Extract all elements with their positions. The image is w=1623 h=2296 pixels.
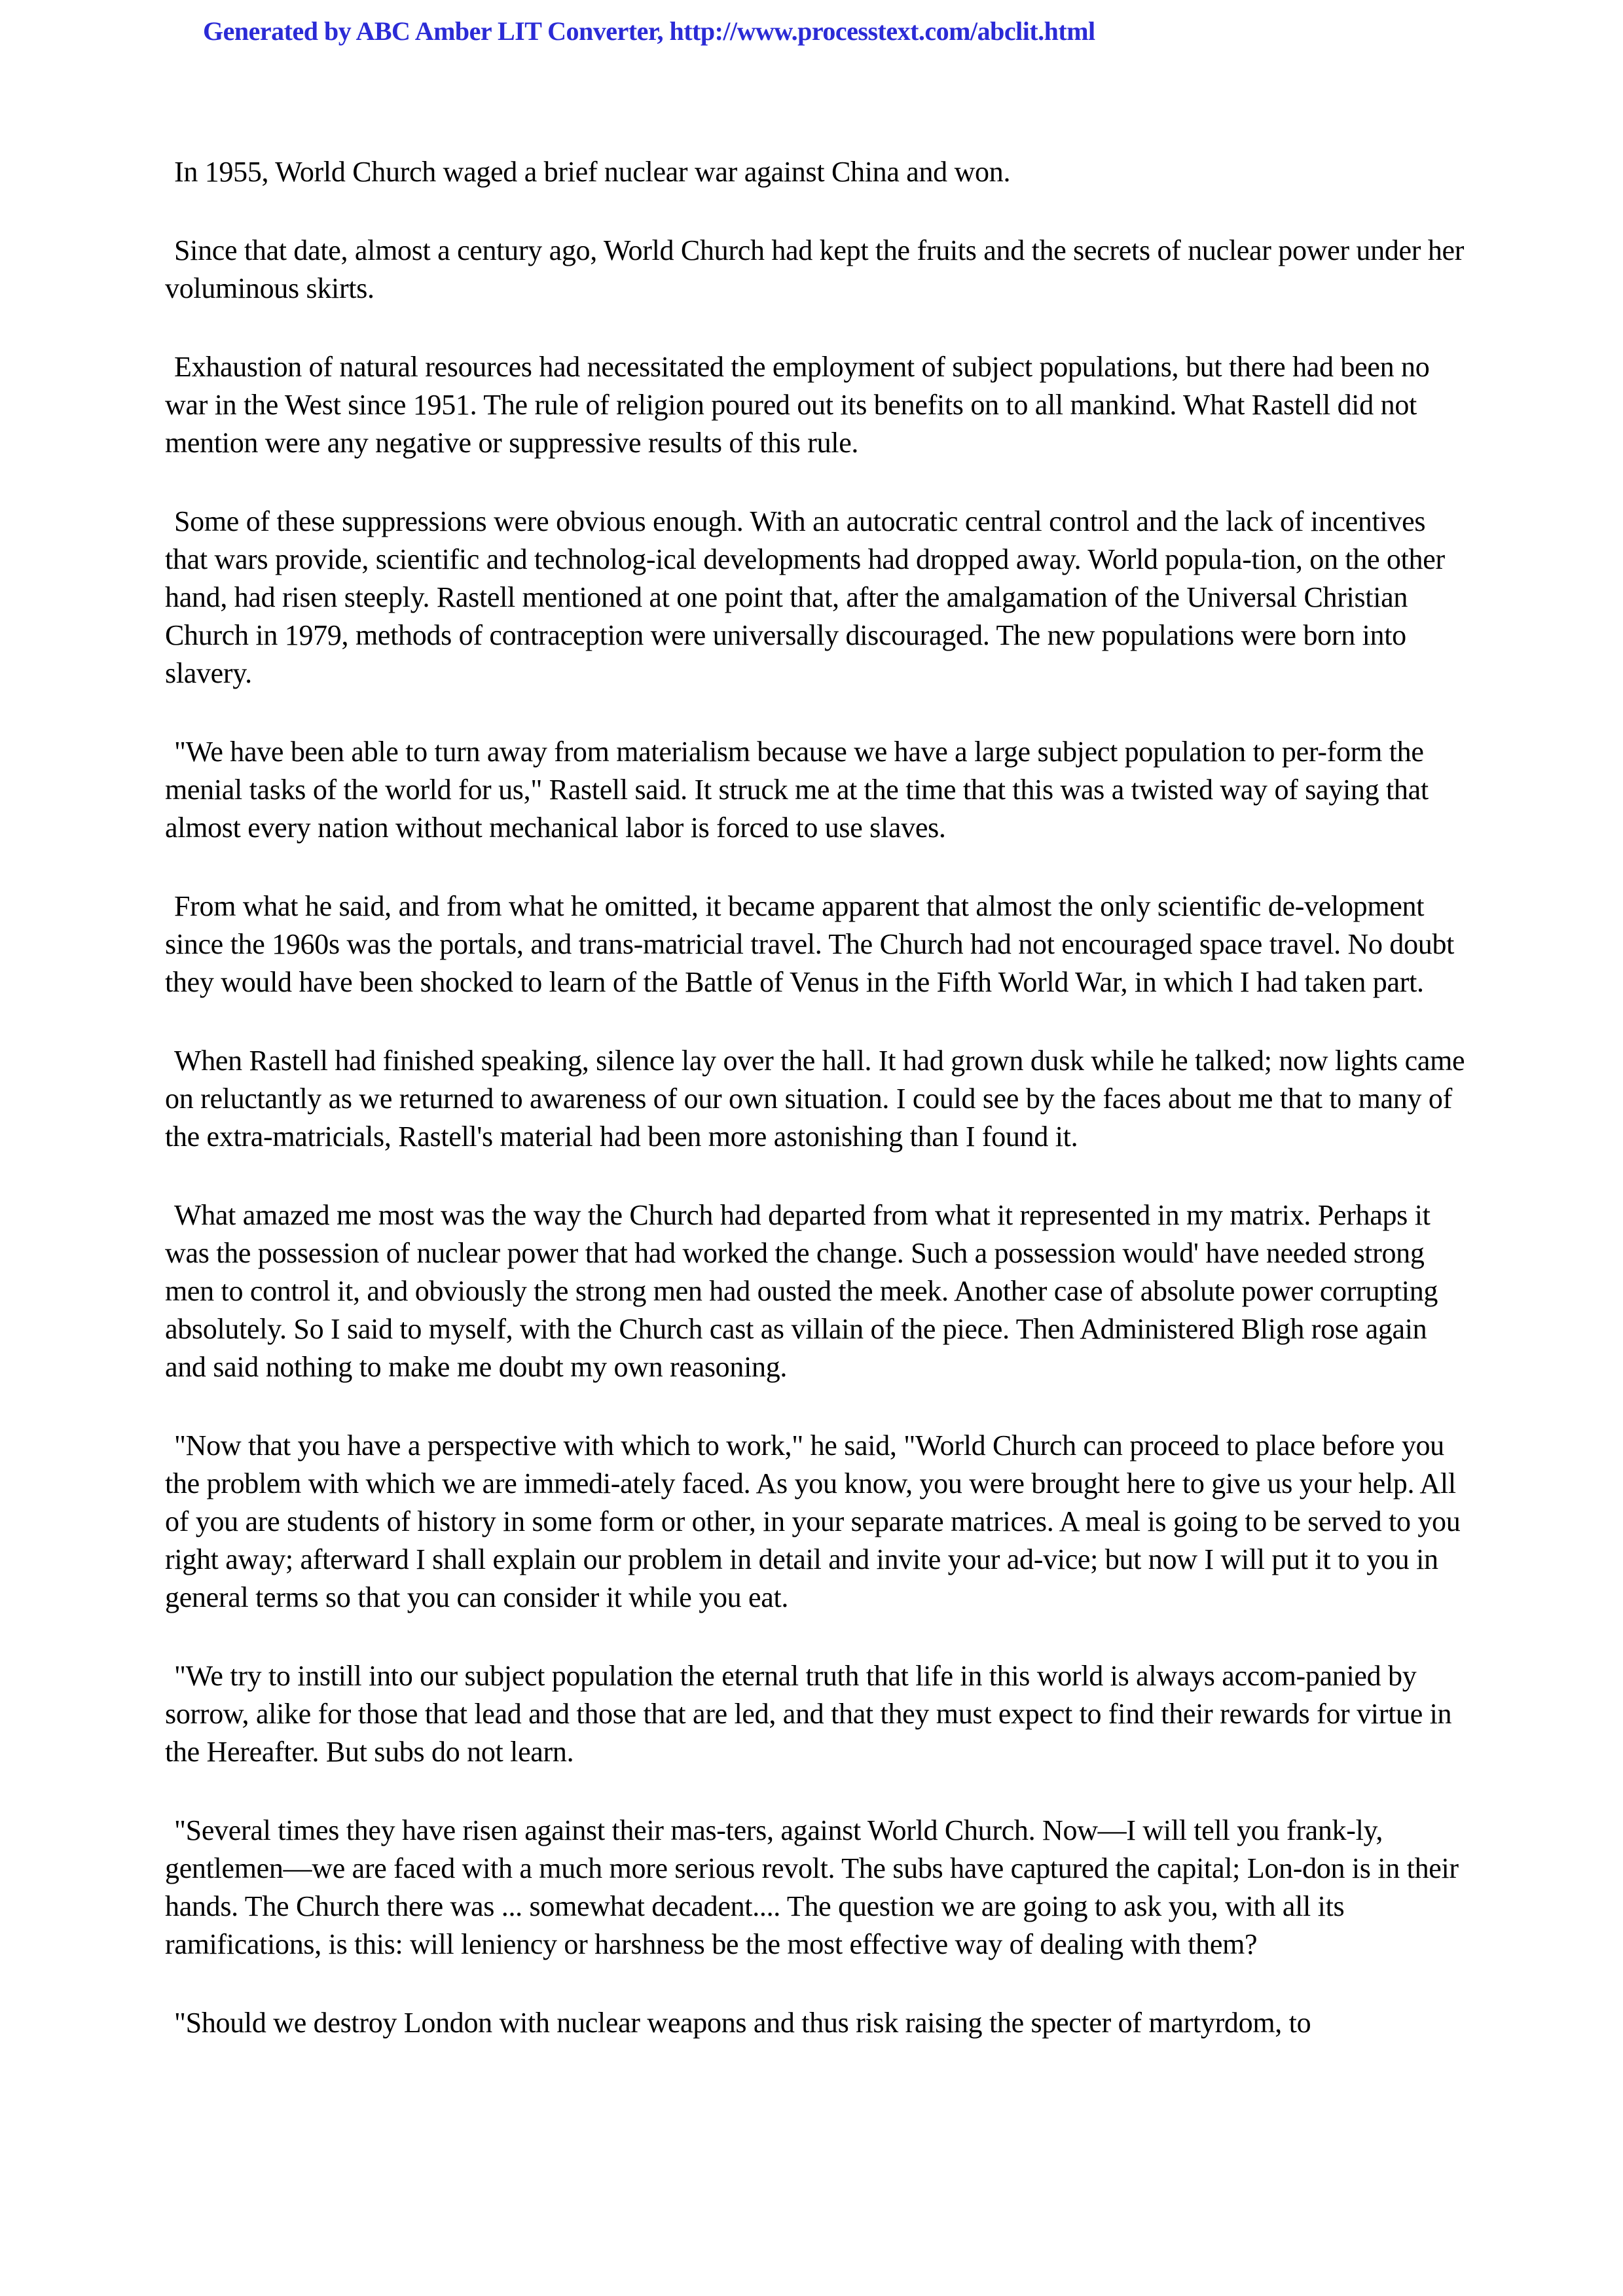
paragraph: "We try to instill into our subject population the eternal truth that life in this world is always accom-panied by sorrow, alike for those that lead and those that are led, and that they must expect to find their rewards for virtue in the Hereafter. But subs do not learn.: [165, 1660, 1452, 1768]
converter-header: Generated by ABC Amber LIT Converter, http://www.processtext.com/abclit.html: [203, 16, 1095, 46]
paragraph: From what he said, and from what he omitted, it became apparent that almost the only scientific de-velopment since the 1960s was the portals, and trans-matricial travel. The Church had not encouraged space travel. No doubt they would have been shocked to learn of the Battle of Venus in the Fifth World War, in which I had taken part.: [165, 890, 1455, 998]
paragraph: Since that date, almost a century ago, World Church had kept the fruits and the secrets of nuclear power under her voluminous skirts.: [165, 234, 1465, 304]
paragraph: "Several times they have risen against their mas-ters, against World Church. Now—I will tell you frank-ly, gentlemen—we are faced with a much more serious revolt. The subs have captured the capital; Lon-don is in their hands. The Church there was ... somewhat decadent.... The question we are going to ask you, with all its ramifications, is this: will leniency or harshness be the most effective way of dealing with them?: [165, 1814, 1459, 1960]
document-body: [165, 153, 1474, 2083]
paragraph: What amazed me most was the way the Church had departed from what it represented in my matrix. Perhaps it was the possession of nuclear power that had worked the change. Such a possession would' have needed strong men to control it, and obviously the strong men had ousted the meek. Another case of absolute power corrupting absolutely. So I said to myself, with the Church cast as villain of the piece. Then Administered Bligh rose again and said nothing to make me doubt my own reasoning.: [165, 1199, 1438, 1383]
paragraph: "We have been able to turn away from materialism because we have a large subject population to per-form the menial tasks of the world for us," Rastell said. It struck me at the time that this was a twisted way of saying that almost every nation without mechanical labor is forced to use slaves.: [165, 736, 1429, 844]
paragraph: Exhaustion of natural resources had necessitated the employment of subject populations, but there had been no war in the West since 1951. The rule of religion poured out its benefits on to all mankind. What Rastell did not mention were any negative or suppressive results of this rule.: [165, 351, 1430, 459]
paragraph: "Now that you have a perspective with which to work," he said, "World Church can proceed to place before you the problem with which we are immedi-ately faced. As you know, you were brought here to give us your help. All of you are students of history in some form or other, in your separate matrices. A meal is going to be served to you right away; afterward I shall explain our problem in detail and invite your ad-vice; but now I will put it to you in general terms so that you can consider it while you eat.: [165, 1429, 1461, 1613]
paragraph: Some of these suppressions were obvious enough. With an autocratic central control and the lack of incentives that wars provide, scientific and technolog-ical developments had dropped away. World popula-tion, on the other hand, had risen steeply. Rastell mentioned at one point that, after the amalgamation of the Universal Christian Church in 1979, methods of contraception were universally discouraged. The new populations were born into slavery.: [165, 505, 1445, 689]
paragraph: "Should we destroy London with nuclear weapons and thus risk raising the specter of martyrdom, to: [174, 2007, 1311, 2039]
paragraph: In 1955, World Church waged a brief nuclear war against China and won.: [174, 156, 1011, 188]
paragraph: When Rastell had finished speaking, silence lay over the hall. It had grown dusk while he talked; now lights came on reluctantly as we returned to awareness of our own situation. I could see by the faces about me that to many of the extra-matricials, Rastell's material had been more astonishing than I found it.: [165, 1045, 1465, 1153]
